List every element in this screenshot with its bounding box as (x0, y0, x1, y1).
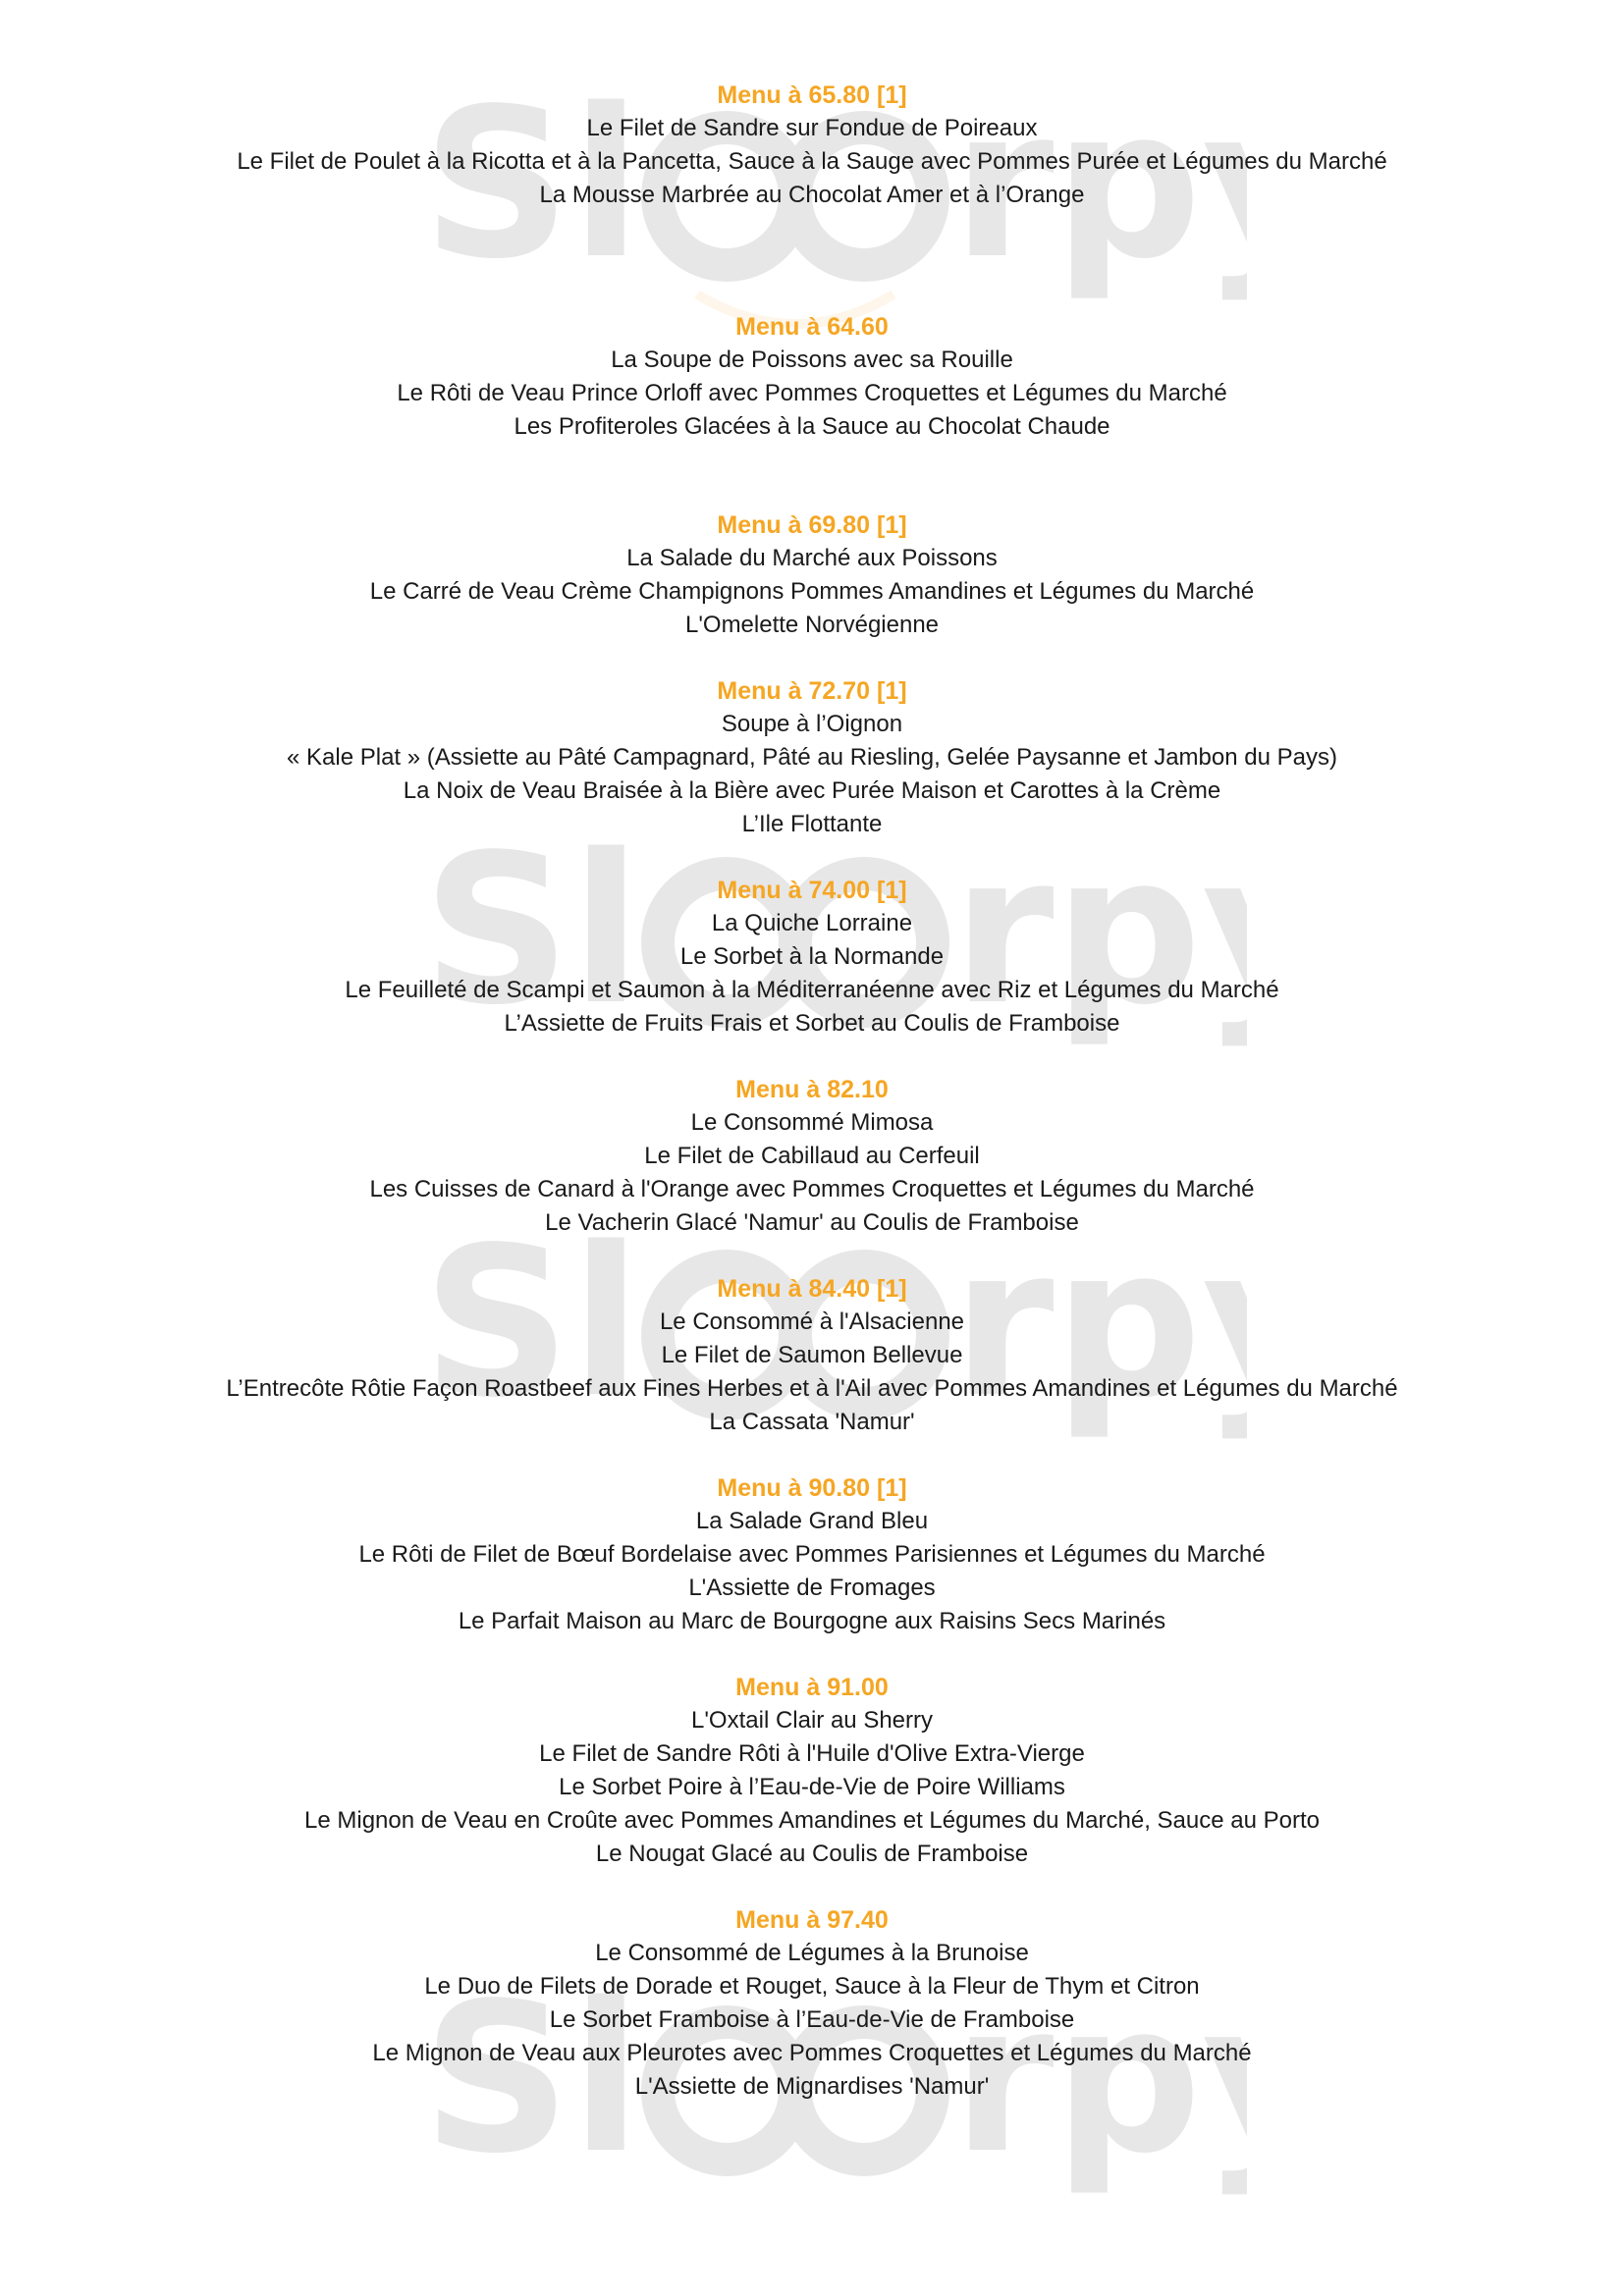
dish-line: Le Consommé de Légumes à la Brunoise (595, 1940, 1029, 1966)
dish-line: Le Consommé à l'Alsacienne (659, 1308, 965, 1335)
dish-line: Le Filet de Sandre Rôti à l'Huile d'Olive Extra-Vierge (539, 1740, 1085, 1767)
dish-line: La Cassata 'Namur' (709, 1409, 915, 1435)
menu-section (0, 1671, 1624, 1871)
dish-line: Le Nougat Glacé au Coulis de Framboise (595, 1841, 1029, 1867)
dish-line: L'Oxtail Clair au Sherry (691, 1707, 933, 1734)
dish-line: Le Duo de Filets de Dorade et Rouget, Sauce à la Fleur de Thym et Citron (424, 1973, 1200, 2000)
menu-title: Menu à 64.60 (735, 313, 889, 341)
svg-text:rpy: rp (952, 1202, 1202, 1443)
dish-line: Le Sorbet Poire à l’Eau-de-Vie de Poire Williams (559, 1774, 1065, 1800)
dish-line: Le Filet de Poulet à la Ricotta et à la Pancetta, Sauce à la Sauge avec Pommes Purée et Légumes du Marché (237, 148, 1387, 175)
dish-line: La Mousse Marbrée au Chocolat Amer et à l’Orange (539, 182, 1085, 208)
svg-text:Sl: Sl (422, 1958, 642, 2199)
dish-line: L’Assiette de Fruits Frais et Sorbet au Coulis de Framboise (504, 1010, 1120, 1037)
svg-text:rpy: rp (952, 810, 1202, 1050)
dish-line: Le Sorbet à la Normande (679, 943, 945, 970)
dish-line: Le Rôti de Veau Prince Orloff avec Pommes Croquettes et Légumes du Marché (397, 380, 1227, 406)
dish-line: L'Assiette de Mignardises 'Namur' (634, 2073, 990, 2100)
dish-line: L’Ile Flottante (741, 811, 883, 837)
menu-title: Menu à 82.10 (735, 1076, 889, 1103)
menu-section (0, 79, 1624, 212)
menu-title: Menu à 65.80 [1] (717, 81, 907, 109)
dish-line: Le Sorbet Framboise à l’Eau-de-Vie de Framboise (549, 2006, 1075, 2033)
menu-title: Menu à 74.00 [1] (717, 877, 907, 904)
dish-line: Les Profiteroles Glacées à la Sauce au Chocolat Chaude (514, 413, 1110, 440)
menu-section (0, 1073, 1624, 1240)
dish-line: Le Rôti de Filet de Bœuf Bordelaise avec Pommes Parisiennes et Légumes du Marché (358, 1541, 1266, 1568)
dish-line: La Noix de Veau Braisée à la Bière avec Purée Maison et Carottes à la Crème (403, 777, 1221, 804)
dish-line: « Kale Plat » (Assiette au Pâté Campagnard, Pâté au Riesling, Gelée Paysanne et Jambon du Pays) (287, 744, 1337, 771)
menu-title: Menu à 90.80 [1] (717, 1474, 907, 1502)
dish-line: L'Omelette Norvégienne (684, 612, 940, 638)
svg-text:Sl: Sl (422, 1202, 642, 1443)
dish-line: Le Carré de Veau Crème Champignons Pommes Amandines et Légumes du Marché (369, 578, 1255, 605)
dish-line: La Salade Grand Bleu (695, 1508, 929, 1534)
menu-title: Menu à 84.40 [1] (717, 1275, 907, 1303)
menu-title: Menu à 72.70 [1] (717, 677, 907, 705)
menu-section (0, 508, 1624, 642)
dish-line: Le Parfait Maison au Marc de Bourgogne aux Raisins Secs Marinés (458, 1608, 1166, 1634)
dish-line: Le Filet de Cabillaud au Cerfeuil (644, 1143, 980, 1169)
dish-line: Le Vacherin Glacé 'Namur' au Coulis de Framboise (545, 1209, 1079, 1236)
dish-line: La Quiche Lorraine (711, 910, 913, 936)
menu-title: Menu à 91.00 (735, 1674, 889, 1701)
svg-text:Sl: Sl (422, 64, 642, 304)
menu-title: Menu à 69.80 [1] (717, 511, 907, 539)
dish-line: Le Feuilleté de Scampi et Saumon à la Méditerranéenne avec Riz et Légumes du Marché (345, 977, 1279, 1003)
dish-line: La Soupe de Poissons avec sa Rouille (611, 347, 1013, 373)
dish-line: L'Assiette de Fromages (688, 1575, 936, 1601)
dish-line: Soupe à l’Oignon (721, 711, 903, 737)
dish-line: Le Consommé Mimosa (690, 1109, 934, 1136)
svg-text:Sl: Sl (422, 810, 642, 1050)
dish-line: Le Mignon de Veau aux Pleurotes avec Pommes Croquettes et Légumes du Marché (372, 2040, 1252, 2066)
svg-text:rpy: rp (952, 64, 1202, 304)
dish-line: Le Filet de Saumon Bellevue (661, 1342, 963, 1368)
dish-line: Le Mignon de Veau en Croûte avec Pommes Amandines et Légumes du Marché, Sauce au Porto (304, 1807, 1320, 1834)
dish-line: Les Cuisses de Canard à l'Orange avec Pommes Croquettes et Légumes du Marché (369, 1176, 1255, 1202)
menu-section (0, 1272, 1624, 1439)
dish-line: L’Entrecôte Rôtie Façon Roastbeef aux Fines Herbes et à l'Ail avec Pommes Amandines et Légumes du Marché (226, 1375, 1398, 1402)
dish-line: Le Filet de Sandre sur Fondue de Poireaux (586, 115, 1038, 141)
menu-section (0, 1903, 1624, 2104)
dish-line: La Salade du Marché aux Poissons (626, 545, 998, 571)
menu-section (0, 1471, 1624, 1638)
menu-section (0, 674, 1624, 841)
menu-title: Menu à 97.40 (735, 1906, 889, 1934)
menu-section (0, 310, 1624, 444)
svg-text:rpy: rp (952, 1958, 1202, 2199)
menu-section (0, 874, 1624, 1041)
